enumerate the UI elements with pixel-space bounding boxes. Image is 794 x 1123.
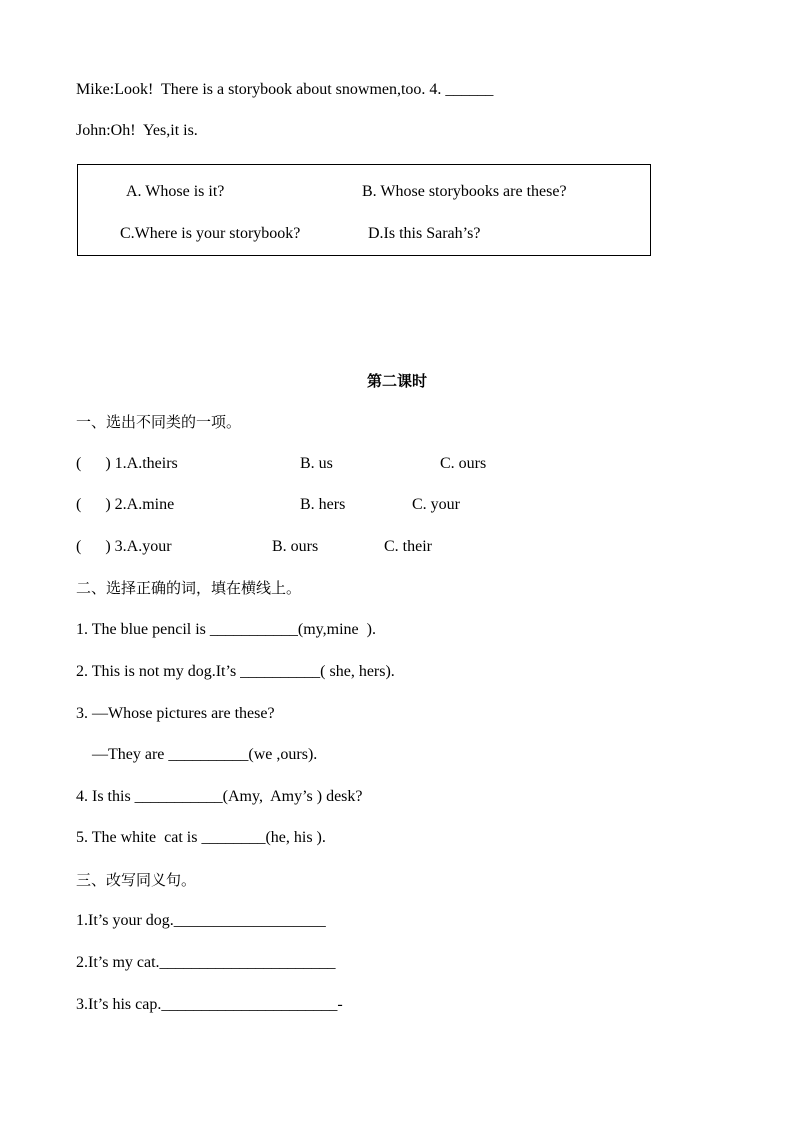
option-a: A. Whose is it? [126, 183, 225, 200]
section3-item-2: 2.It’s my cat.______________________ [76, 954, 336, 971]
dialogue-line-1: Mike:Look! There is a storybook about snowmen,too. 4. ______ [76, 81, 494, 98]
row-3-option-c: C. their [384, 538, 432, 555]
row-1-option-c: C. ours [440, 455, 487, 472]
lesson-title: 第二课时 [366, 372, 427, 390]
row-2-question: ( ) 2.A.mine [76, 496, 175, 513]
section3-item-1: 1.It’s your dog.___________________ [76, 912, 326, 929]
option-c: C.Where is your storybook? [120, 225, 301, 242]
option-b: B. Whose storybooks are these? [362, 183, 567, 200]
row-2-option-b: B. hers [300, 496, 346, 513]
row-3-question: ( ) 3.A.your [76, 538, 172, 555]
section2-item-1: 1. The blue pencil is ___________(my,mine ). [76, 621, 376, 638]
section3-item-3: 3.It’s his cap.______________________- [76, 996, 343, 1013]
section1-heading: 一、选出不同类的一项。 [76, 413, 242, 431]
section2-item-5: 5. The white cat is ________(he, his ). [76, 829, 326, 846]
section2-item-3: 3. —Whose pictures are these? [76, 705, 275, 722]
row-2-option-c: C. your [412, 496, 460, 513]
section3-heading: 三、改写同义句。 [76, 871, 197, 889]
section2-item-4: 4. Is this ___________(Amy, Amy’s ) desk? [76, 788, 363, 805]
row-3-option-b: B. ours [272, 538, 319, 555]
row-1-question: ( ) 1.A.theirs [76, 455, 178, 472]
section2-item-3-answer: —They are __________(we ,ours). [76, 746, 318, 763]
options-box [77, 164, 651, 256]
section2-heading: 二、选择正确的词，填在横线上。 [76, 579, 302, 597]
row-1-option-b: B. us [300, 455, 333, 472]
section2-item-2: 2. This is not my dog.It’s __________( she, hers). [76, 663, 395, 680]
dialogue-line-2: John:Oh! Yes,it is. [76, 122, 198, 139]
option-d: D.Is this Sarah’s? [368, 225, 481, 242]
